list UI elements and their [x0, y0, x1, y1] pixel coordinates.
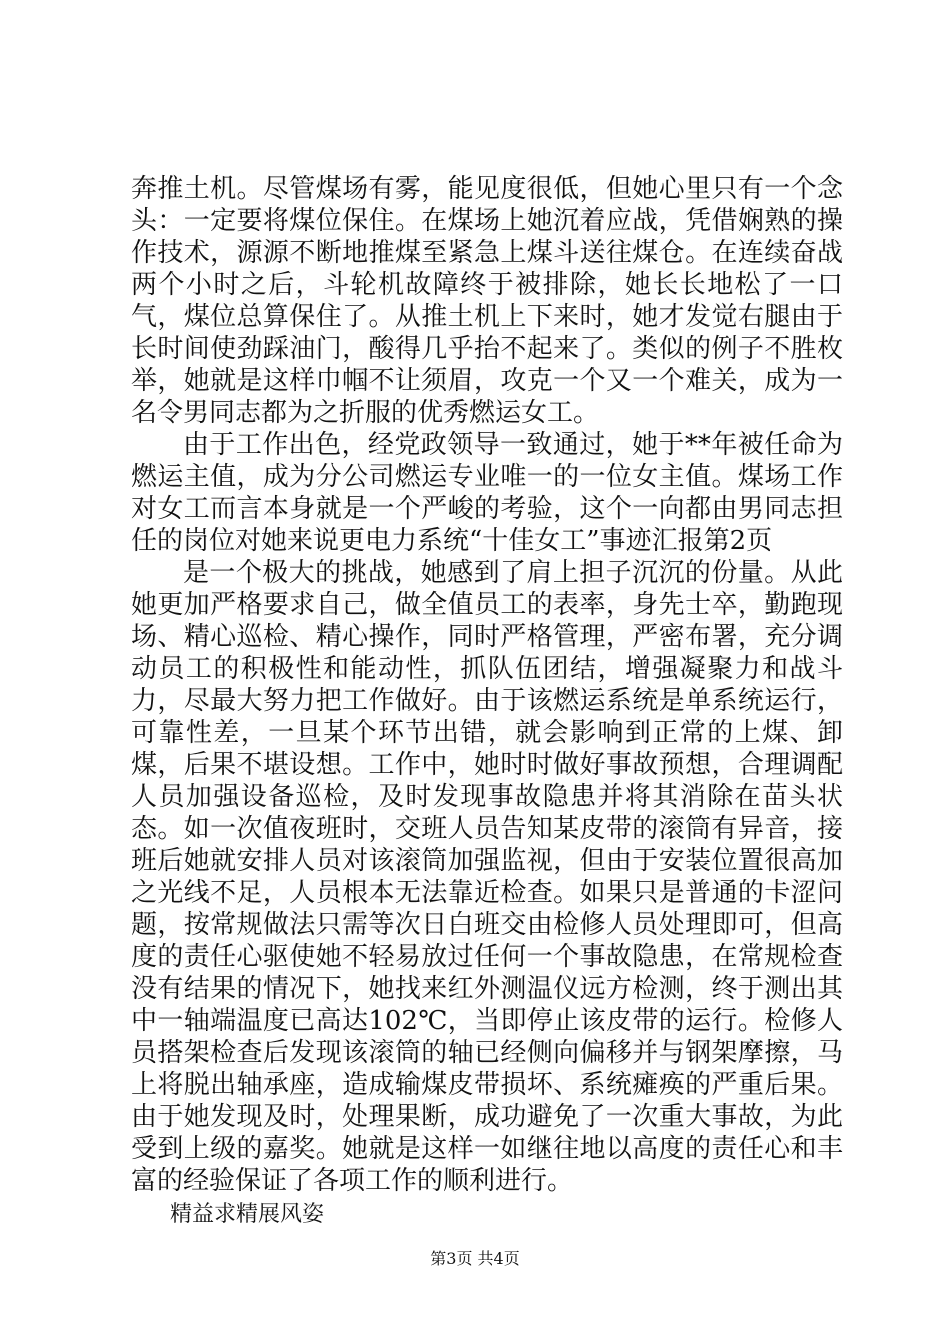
paragraph-2: 由于工作出色，经党政领导一致通过，她于**年被任命为燃运主值，成为分公司燃运专业唯一的一位女主值。煤场工作对女工而言本身就是一个严峻的考验，这个一向都由男同志担任的岗位对她来说更电力系统“十佳女工”事迹汇报第2页 — [131, 430, 843, 556]
section-heading: 精益求精展风姿 — [170, 1202, 325, 1227]
page-footer — [0, 1246, 950, 1269]
paragraph-3: 是一个极大的挑战，她感到了肩上担子沉沉的份量。从此她更加严格要求自己，做全值员工的表率，身先士卒，勤跑现场、精心巡检、精心操作，同时严格管理，严密布署，充分调动员工的积极性和能动性，抓队伍团结，增强凝聚力和战斗力，尽最大努力把工作做好。由于该燃运系统是单系统运行，可靠性差，一旦某个环节出错，就会影响到正常的上煤、卸煤，后果不堪设想。工作中，她时时做好事故预想，合理调配人员加强设备巡检，及时发现事故隐患并将其消除在苗头状态。如一次值夜班时，交班人员告知某皮带的滚筒有异音，接班后她就安排人员对该滚筒加强监视，但由于安装位置很高加之光线不足，人员根本无法靠近检查。如果只是普通的卡涩问题，按常规做法只需等次日白班交由检修人员处理即可，但高度的责任心驱使她不轻易放过任何一个事故隐患，在常规检查没有结果的情况下，她找来红外测温仪远方检测，终于测出其中一轴端温度已高达102℃，当即停止该皮带的运行。检修人员搭架检查后发现该滚筒的轴已经侧向偏移并与钢架摩擦，马上将脱出轴承座，造成输煤皮带损坏、系统瘫痪的严重后果。由于她发现及时，处理果断，成功避免了一次重大事故，为此受到上级的嘉奖。她就是这样一如继往地以高度的责任心和丰富的经验保证了各项工作的顺利进行。 — [131, 558, 843, 1196]
paragraph-1: 奔推土机。尽管煤场有雾，能见度很低，但她心里只有一个念头：一定要将煤位保住。在煤场上她沉着应战，凭借娴熟的操作技术，源源不断地推煤至紧急上煤斗送往煤仓。在连续奋战两个小时之后，斗轮机故障终于被排除，她长长地松了一口气，煤位总算保住了。从推土机上下来时，她才发觉右腿由于长时间使劲踩油门，酸得几乎抬不起来了。类似的例子不胜枚举，她就是这样巾帼不让须眉，攻克一个又一个难关，成为一名令男同志都为之折服的优秀燃运女工。 — [131, 174, 843, 428]
document-body — [131, 173, 843, 1233]
page-number-label: 第3页 共4页 — [430, 1249, 520, 1268]
